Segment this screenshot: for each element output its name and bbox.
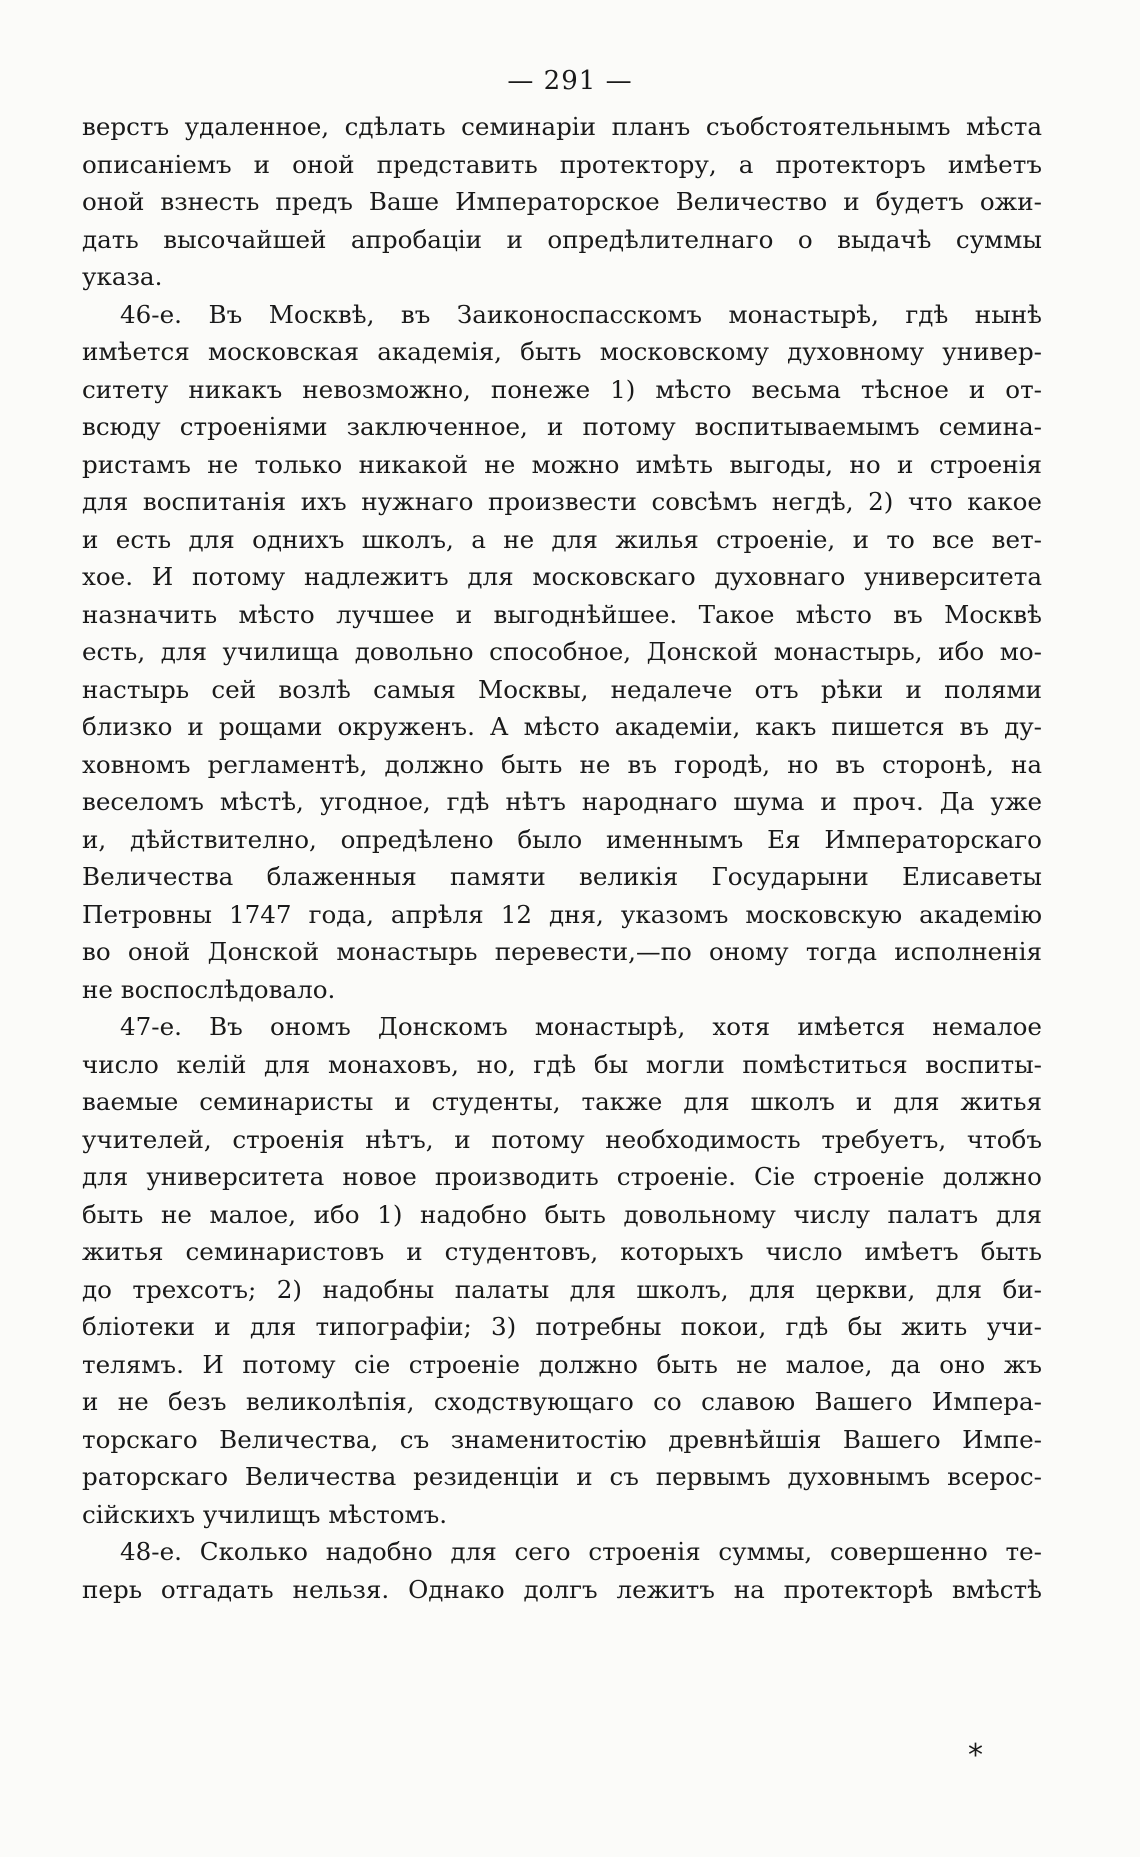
text-line: не воспослѣдовало. (82, 974, 336, 1004)
text-line: раторскаго Величества резиденціи и съ первымъ духовнымъ всерос- (82, 1462, 1042, 1491)
text-line: во оной Донской монастырь перевести,—по оному тогда исполненія (82, 937, 1042, 966)
text-line: назначить мѣсто лучшее и выгоднѣйшее. Такое мѣсто въ Москвѣ (82, 599, 1042, 629)
text-line: телямъ. И потому сіе строеніе должно быть не малое, да оно жъ (82, 1349, 1042, 1379)
text-line: веселомъ мѣстѣ, угодное, гдѣ нѣтъ народнаго шума и проч. Да уже (82, 787, 1042, 816)
text-line: учителей, строенія нѣтъ, и потому необходимость требуетъ, чтобъ (82, 1124, 1042, 1154)
paragraph-start-line: 47-е. Въ ономъ Донскомъ монастырѣ, хотя имѣется немалое (120, 1012, 1042, 1041)
text-line: всюду строеніями заключенное, и потому воспитываемымъ семина- (82, 412, 1042, 441)
text-line: указа. (82, 262, 163, 291)
text-line: бліотеки и для типографіи; 3) потребны покои, гдѣ бы жить учи- (82, 1312, 1042, 1341)
paragraph-start-line: 46-е. Въ Москвѣ, въ Заиконоспасскомъ монастырѣ, гдѣ нынѣ (120, 299, 1042, 329)
footer-asterisk: * (968, 1738, 983, 1773)
text-line: ховномъ регламентѣ, должно быть не въ городѣ, но въ сторонѣ, на (82, 749, 1042, 779)
text-line: до трехсотъ; 2) надобны палаты для школъ, для церкви, для би- (82, 1274, 1042, 1304)
text-line: ристамъ не только никакой не можно имѣть выгоды, но и строенія (82, 449, 1042, 479)
text-line: оной взнесть предъ Ваше Императорское Величество и будетъ ожи- (82, 187, 1042, 216)
text-line: есть, для училища довольно способное, Донской монастырь, ибо мо- (82, 637, 1042, 666)
text-line: описаніемъ и оной представить протектору, а протекторъ имѣетъ (82, 149, 1042, 179)
text-line: перь отгадать нельзя. Однако долгъ лежитъ на протекторѣ вмѣстѣ (82, 1574, 1042, 1604)
text-line: сійскихъ училищъ мѣстомъ. (82, 1499, 448, 1529)
text-line: Величества блаженныя памяти великія Государыни Елисаветы (82, 862, 1042, 891)
text-line: для университета новое производить строеніе. Сіе строеніе должно (82, 1162, 1042, 1191)
text-line: житья семинаристовъ и студентовъ, которыхъ число имѣетъ быть (82, 1237, 1042, 1266)
text-line: Петровны 1747 года, апрѣля 12 дня, указомъ московскую академію (82, 899, 1042, 929)
text-line: для воспитанія ихъ нужнаго произвести совсѣмъ негдѣ, 2) что какое (82, 487, 1042, 516)
text-line: ситету никакъ невозможно, понеже 1) мѣсто весьма тѣсное и от- (82, 374, 1042, 404)
text-line: хое. И потому надлежитъ для московскаго духовнаго университета (82, 562, 1042, 591)
text-line: и есть для однихъ школъ, а не для жилья строеніе, и то все вет- (82, 524, 1042, 554)
text-line: настырь сей возлѣ самыя Москвы, недалече отъ рѣки и полями (82, 674, 1042, 704)
body-text (82, 108, 1042, 1608)
text-line: и, дѣйствително, опредѣлено было именнымъ Ея Императорскаго (82, 824, 1042, 854)
text-line: число келій для монаховъ, но, гдѣ бы могли помѣститься воспиты- (82, 1049, 1042, 1079)
text-line: ваемые семинаристы и студенты, также для школъ и для житья (82, 1087, 1042, 1116)
text-line: торскаго Величества, съ знаменитостію древнѣйшія Вашего Импе- (82, 1424, 1042, 1454)
page-number: — 291 — (507, 66, 633, 96)
text-line: и не безъ великолѣпія, сходствующаго со славою Вашего Импера- (82, 1387, 1042, 1416)
text-line: быть не малое, ибо 1) надобно быть довольному числу палатъ для (82, 1199, 1042, 1229)
text-line: дать высочайшей апробаціи и опредѣлителнаго о выдачѣ суммы (82, 224, 1042, 254)
text-line: верстъ удаленное, сдѣлать семинаріи планъ съобстоятельнымъ мѣста (82, 112, 1042, 141)
paragraph-start-line: 48-е. Сколько надобно для сего строенія суммы, совершенно те- (120, 1537, 1042, 1566)
text-line: имѣется московская академія, быть московскому духовному универ- (82, 337, 1042, 366)
text-line: близко и рощами окруженъ. А мѣсто академіи, какъ пишется въ ду- (82, 712, 1042, 741)
